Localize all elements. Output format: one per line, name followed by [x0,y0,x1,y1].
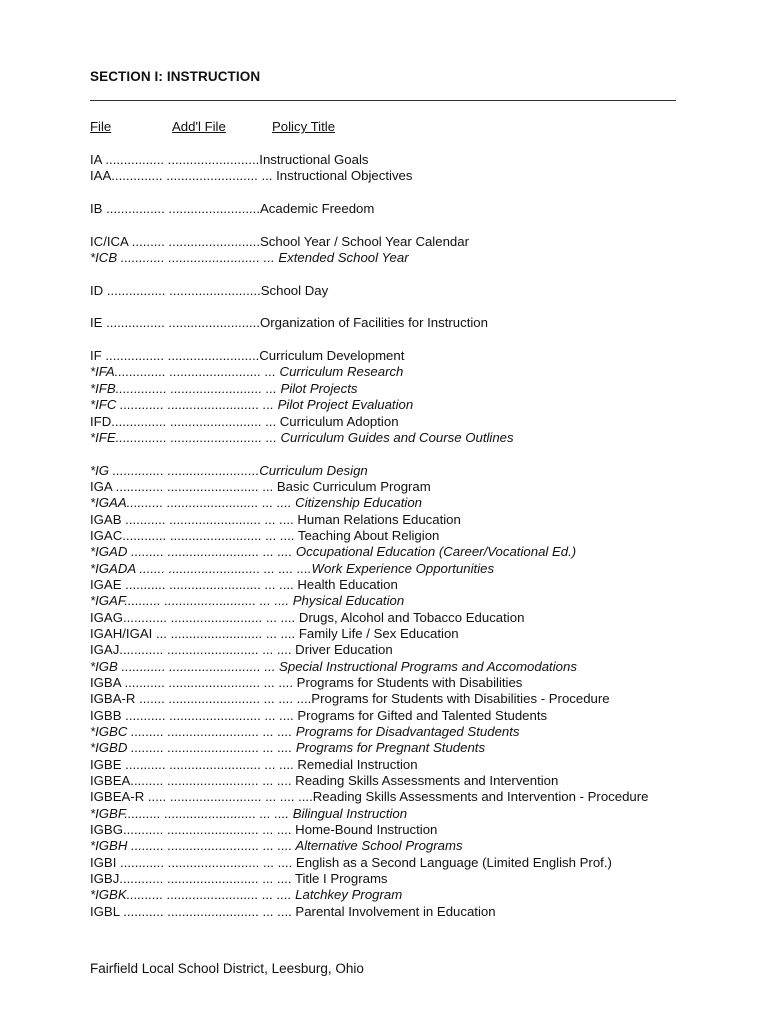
group-spacer [90,185,710,201]
policy-row [90,250,710,266]
policy-row [90,577,710,593]
policy-row [90,479,710,495]
policy-line-text: *ICB ............ ......................... ... Extended School Year [90,250,409,266]
policy-line-text: IA ................ .........................Instructional Goals [90,152,369,167]
policy-row [90,593,710,609]
policy-row [90,348,710,364]
policy-row [90,724,710,740]
policy-row [90,904,710,920]
policy-line-text: IGAJ............ ......................... ... .... Driver Education [90,642,393,658]
policy-line-text: IGBE ........... ......................... ... .... Remedial Instruction [90,756,418,772]
column-header-policy-title: Policy Title [272,119,336,134]
policy-line-text: *IG .............. .........................Curriculum Design [90,462,368,478]
policy-line-text: IGBA-R ....... ......................... ... .... ....Programs for Students with Disabilities - Procedure [90,691,610,707]
title-divider [90,100,676,101]
policy-row [90,838,710,854]
policy-row [90,152,710,168]
group-spacer [90,446,710,462]
policy-line-text: *IFC ............ ......................... ... Pilot Project Evaluation [90,397,414,413]
policy-line-text: IC/ICA ......... .........................School Year / School Year Calendar [90,233,469,249]
policy-line-text: *IFA.............. ......................... ... Curriculum Research [90,364,404,380]
policy-line-text: IAA.............. ......................... ... Instructional Objectives [90,168,413,184]
policy-line-text: ID ................ .........................School Day [90,282,329,298]
section-title: SECTION I: INSTRUCTION [90,69,261,84]
policy-row [90,789,710,805]
policy-row [90,757,710,773]
policy-row [90,773,710,789]
policy-row [90,822,710,838]
policy-line-text: IGBB ........... ......................... ... .... Programs for Gifted and Talented Students [90,707,548,723]
policy-row [90,659,710,675]
policy-row [90,168,710,184]
policy-line-text: IGBEA-R ..... ......................... ... .... ....Reading Skills Assessments and Intervention - Procedure [90,789,649,805]
policy-line-text: *IGBC ......... ......................... ... .... Programs for Disadvantaged Students [90,724,520,740]
policy-row [90,691,710,707]
policy-line-text: IGBL ........... ......................... ... .... Parental Involvement in Education [90,903,496,919]
policy-line-text: IGA ............. ......................... ... Basic Curriculum Program [90,478,431,494]
policy-line-text: *IFE.............. ......................... ... Curriculum Guides and Course Outlines [90,429,514,445]
policy-line-text: IF ................ .........................Curriculum Development [90,348,405,364]
policy-row [90,315,710,331]
policy-line-text: IGBJ............ ......................... ... .... Title I Programs [90,871,388,887]
policy-row [90,414,710,430]
policy-row [90,364,710,380]
policy-row [90,626,710,642]
policy-row [90,381,710,397]
policy-row [90,430,710,446]
policy-row [90,708,710,724]
policy-row [90,887,710,903]
policy-line-text: IGBI ............ ......................... ... .... English as a Second Language (Limited English Prof.) [90,854,612,870]
policy-line-text: *IGAD ......... ......................... ... .... Occupational Education (Career/Vocational Ed.) [90,544,577,560]
policy-row [90,855,710,871]
column-header-file: File [90,119,112,134]
policy-line-text: IGBA ........... ......................... ... .... Programs for Students with Disabilities [90,675,523,690]
policy-line-text: IGAE ........... ......................... ... .... Health Education [90,576,398,592]
policy-line-text: IGAH/IGAI ... ......................... ... .... Family Life / Sex Education [90,625,459,641]
policy-line-text: IGAG............ ......................... ... .... Drugs, Alcohol and Tobacco Education [90,609,525,625]
policy-line-text: IFD............... ......................... ... Curriculum Adoption [90,413,399,429]
policy-row [90,740,710,756]
column-header-addl-file: Add'l File [172,119,226,134]
policy-row [90,610,710,626]
group-spacer [90,332,710,348]
policy-line-text: IB ................ .........................Academic Freedom [90,201,375,217]
policy-row [90,675,710,691]
policy-line-text: *IGBH ......... ......................... ... .... Alternative School Programs [90,838,463,854]
policy-line-text: *IGAA.......... ......................... ... .... Citizenship Education [90,495,423,511]
group-spacer [90,299,710,315]
policy-row [90,234,710,250]
policy-line-text: *IGADA ....... ......................... ... .... ....Work Experience Opportunities [90,560,495,576]
policy-line-text: IGAC............ ......................... ... .... Teaching About Religion [90,527,440,543]
policy-line-text: IGBEA......... ......................... ... .... Reading Skills Assessments and Intervention [90,773,559,789]
policy-row [90,561,710,577]
policy-line-text: *IFB.............. ......................... ... Pilot Projects [90,380,358,396]
policy-row [90,201,710,217]
policy-line-text: *IGAF.......... ......................... ... .... Physical Education [90,593,405,609]
policy-row [90,642,710,658]
group-spacer [90,266,710,282]
policy-row [90,871,710,887]
policy-line-text: IGBG........... ......................... ... .... Home-Bound Instruction [90,822,438,838]
policy-line-text: *IGB ............ ......................... ... Special Instructional Programs and Accomodations [90,658,577,674]
policy-row [90,463,710,479]
group-spacer [90,217,710,233]
policy-line-text: IE ................ .........................Organization of Facilities for Instruction [90,315,488,331]
policy-row [90,544,710,560]
policy-line-text: *IGBK.......... ......................... ... .... Latchkey Program [90,887,403,903]
policy-line-text: IGAB ........... ......................... ... .... Human Relations Education [90,511,461,527]
policy-row [90,495,710,511]
policy-row [90,806,710,822]
policy-row [90,512,710,528]
footer-district: Fairfield Local School District, Leesburg, Ohio [90,961,364,976]
policy-row [90,283,710,299]
policy-line-text: *IGBF.......... ......................... ... .... Bilingual Instruction [90,805,408,821]
policy-list [90,152,710,920]
column-headers [90,119,690,137]
policy-row [90,528,710,544]
policy-line-text: *IGBD ......... ......................... ... .... Programs for Pregnant Students [90,740,486,756]
policy-row [90,397,710,413]
